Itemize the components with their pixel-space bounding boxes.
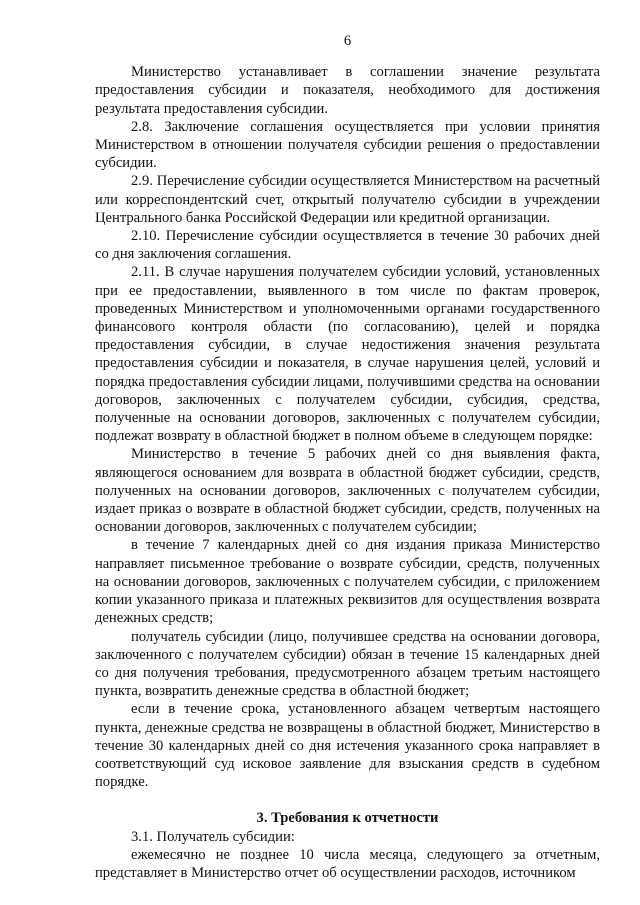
section-heading: 3. Требования к отчетности xyxy=(256,810,439,827)
paragraph-2-11: 2.11. В случае нарушения получателем субсидии условий, установленных при ее предоставлении, выявленного в том числе по фактам проверок, проведенных Министерством и уполномоченными органами государственного финансового контроля области (по согласованию), целей и порядка предоставления субсидии, в случае недостижения значения результата предоставления субсидии и показателя, в случае нарушения целей, условий и порядка предоставления субсидии лицами, получившими средства на основании договоров, заключенных с получателем субсидии, субсидия, средства, полученные на основании договоров, заключенных с получателем субсидии, подлежат возврату в областной бюджет в полном объеме в следующем порядке: xyxy=(95,264,600,445)
paragraph-2-10: 2.10. Перечисление субсидии осуществляется в течение 30 рабочих дней со дня заключения соглашения. xyxy=(95,228,600,263)
paragraph-3-1: 3.1. Получатель субсидии: xyxy=(131,828,295,845)
paragraph-return-order-2: в течение 7 календарных дней со дня издания приказа Министерство направляет письменное требование о возврате субсидии, средств, полученных на основании договоров, заключенных с получателем субсидии, с приложением копии указанного приказа и платежных реквизитов для осуществления возврата денежных средств; xyxy=(95,537,600,627)
page-number: 6 xyxy=(343,33,352,49)
paragraph-return-order-3: получатель субсидии (лицо, получившее средства на основании договора, заключенного с получателем субсидии) обязан в течение 15 календарных дней со дня получения требования, предусмотренного абзацем третьим настоящего пункта, возвратить денежные средства в областной бюджет; xyxy=(95,628,600,700)
paragraph-return-order-1: Министерство в течение 5 рабочих дней со дня выявления факта, являющегося основанием для возврата в областной бюджет субсидии, средств, полученных на основании договоров, заключенных с получателем субсидии, издает приказ о возврате в областной бюджет субсидии, средств, полученных на основании договоров, заключенных с получателем субсидии; xyxy=(95,446,600,536)
paragraph-2-8: 2.8. Заключение соглашения осуществляется при условии принятия Министерством в отношении получателя субсидии решения о предоставлении субсидии. xyxy=(95,118,600,172)
paragraph-return-order-4: если в течение срока, установленного абзацем четвертым настоящего пункта, денежные средства не возвращены в областной бюджет, Министерство в течение 30 календарных дней со дня истечения указанного срока направляет в соответствующий суд исковое заявление для взыскания средств в судебном порядке. xyxy=(95,701,600,791)
paragraph-result-value: Министерство устанавливает в соглашении значение результата предоставления субсидии и показателя, необходимого для достижения результата предоставления субсидии. xyxy=(95,64,600,117)
paragraph-2-9: 2.9. Перечисление субсидии осуществляется Министерством на расчетный или корреспондентский счет, открытый получателю субсидии в учреждении Центрального банка Российской Федерации или кредитной организации. xyxy=(95,173,600,226)
paragraph-monthly-report: ежемесячно не позднее 10 числа месяца, следующего за отчетным, представляет в Министерство отчет об осуществлении расходов, источником xyxy=(95,846,600,881)
